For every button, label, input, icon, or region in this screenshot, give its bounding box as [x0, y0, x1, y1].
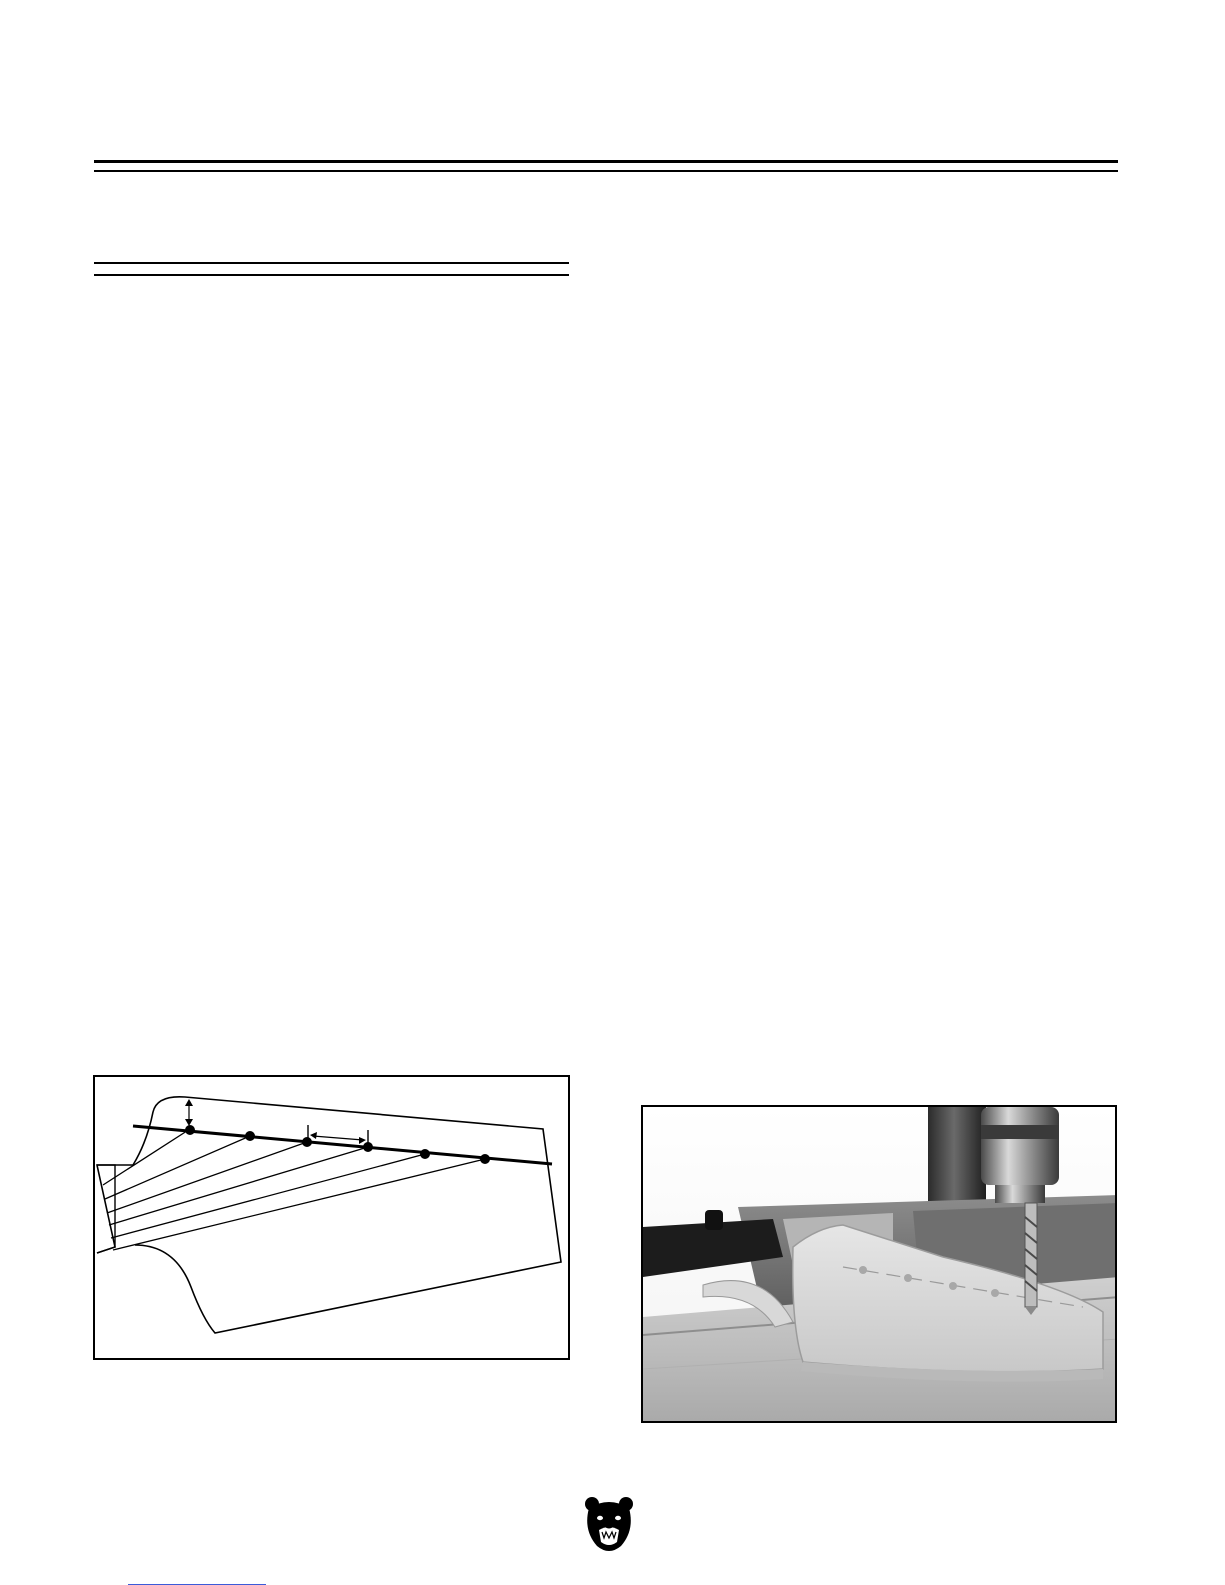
tuner-hole-dot	[185, 1125, 195, 1135]
string-line	[111, 1154, 425, 1238]
section-rule-bottom	[94, 274, 569, 276]
tuner-hole-dot	[302, 1137, 312, 1147]
headstock-drawing	[95, 1077, 570, 1360]
tuner-hole-dot	[480, 1154, 490, 1164]
string-line	[107, 1142, 307, 1213]
headstock-outline	[97, 1097, 561, 1333]
spacing-arrow	[313, 1136, 363, 1140]
grizzly-bear-head-icon	[583, 1494, 635, 1554]
tuner-hole-dot	[245, 1131, 255, 1141]
header-rule-top	[94, 160, 1118, 163]
drill-chuck	[981, 1107, 1059, 1185]
tuner-hole-dot	[420, 1149, 430, 1159]
header-rule-bottom	[94, 170, 1118, 172]
headstock-layout-diagram	[93, 1075, 570, 1360]
string-line	[109, 1147, 368, 1225]
string-line	[113, 1159, 485, 1250]
drill-press-photo	[641, 1105, 1117, 1423]
drill-press-illustration	[643, 1107, 1117, 1423]
section-rule-top	[94, 262, 569, 264]
